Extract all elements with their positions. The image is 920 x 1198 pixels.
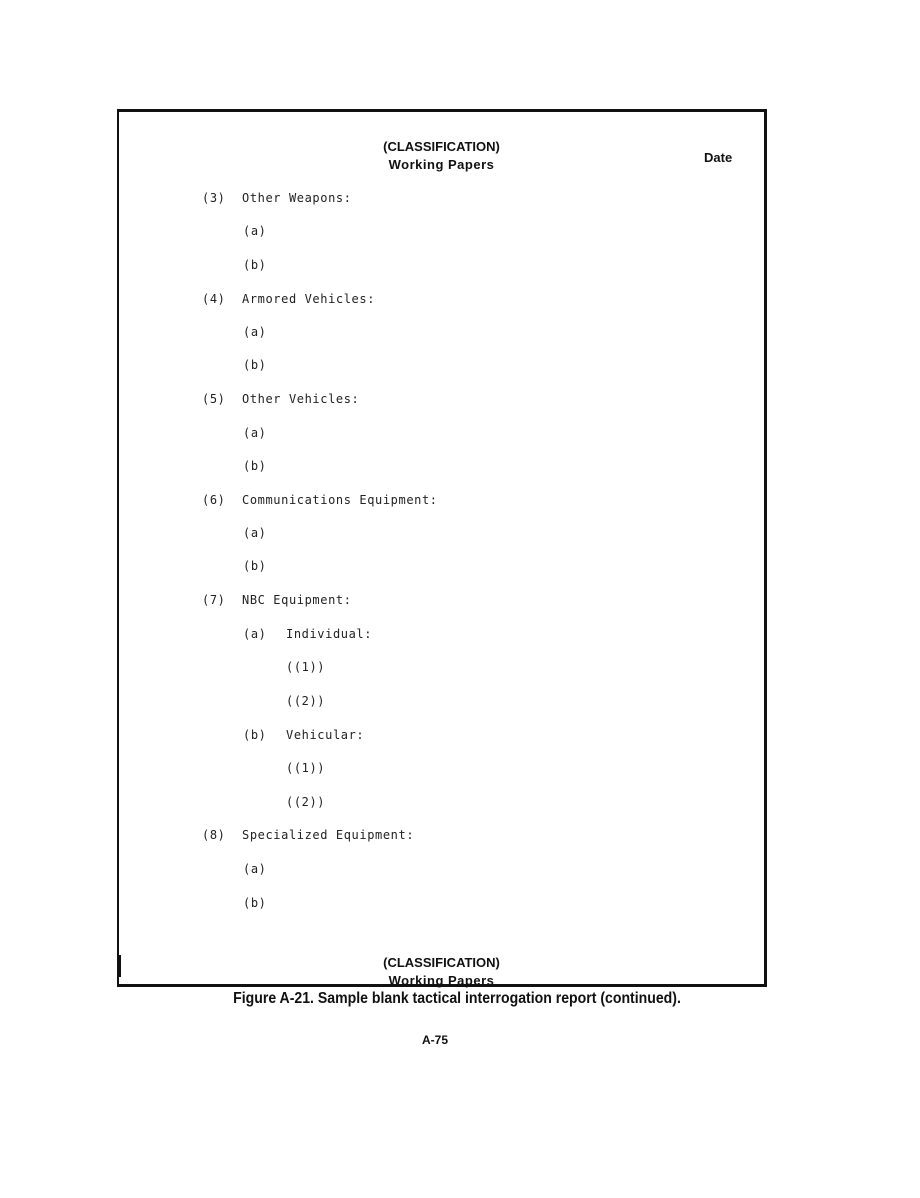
sub-item-tag: (b) xyxy=(243,896,267,910)
item-label: Armored Vehicles: xyxy=(242,292,376,306)
item-label: Specialized Equipment: xyxy=(242,828,415,842)
sub-item-tag: (b) xyxy=(243,358,267,372)
item-label: NBC Equipment: xyxy=(242,593,352,607)
bottom-classification: (CLASSIFICATION) xyxy=(383,955,500,970)
sub-item-tag: (a) xyxy=(243,224,267,238)
item-number: (6) xyxy=(202,493,226,507)
item-label: Other Vehicles: xyxy=(242,392,360,406)
sub-item-tag: (a) xyxy=(243,627,267,641)
sub-item-tag: (b) xyxy=(243,459,267,473)
sub-item-tag: (a) xyxy=(243,426,267,440)
top-classification: (CLASSIFICATION) xyxy=(383,139,500,154)
sub-sub-item-tag: ((1)) xyxy=(286,761,326,775)
item-number: (5) xyxy=(202,392,226,406)
item-label: Other Weapons: xyxy=(242,191,352,205)
page-number: A-75 xyxy=(421,1033,448,1047)
item-number: (4) xyxy=(202,292,226,306)
sub-item-tag: (b) xyxy=(243,559,267,573)
sub-item-tag: (a) xyxy=(243,862,267,876)
figure-caption: Figure A-21. Sample blank tactical interrogation report (continued). xyxy=(233,990,681,1007)
sub-item-label: Vehicular: xyxy=(286,728,365,742)
sub-item-tag: (b) xyxy=(243,258,267,272)
margin-mark xyxy=(118,955,121,977)
sub-sub-item-tag: ((2)) xyxy=(286,694,326,708)
sub-sub-item-tag: ((2)) xyxy=(286,795,326,809)
item-number: (3) xyxy=(202,191,226,205)
item-number: (7) xyxy=(202,593,226,607)
sub-item-tag: (a) xyxy=(243,526,267,540)
date-label: Date xyxy=(704,150,733,165)
item-label: Communications Equipment: xyxy=(242,493,438,507)
sub-sub-item-tag: ((1)) xyxy=(286,660,326,674)
item-number: (8) xyxy=(202,828,226,842)
sub-item-label: Individual: xyxy=(286,627,373,641)
sub-item-tag: (b) xyxy=(243,728,267,742)
top-working-papers: Working Papers xyxy=(388,157,495,172)
sub-item-tag: (a) xyxy=(243,325,267,339)
bottom-working-papers: Working Papers xyxy=(388,973,495,988)
form-frame xyxy=(117,109,767,987)
